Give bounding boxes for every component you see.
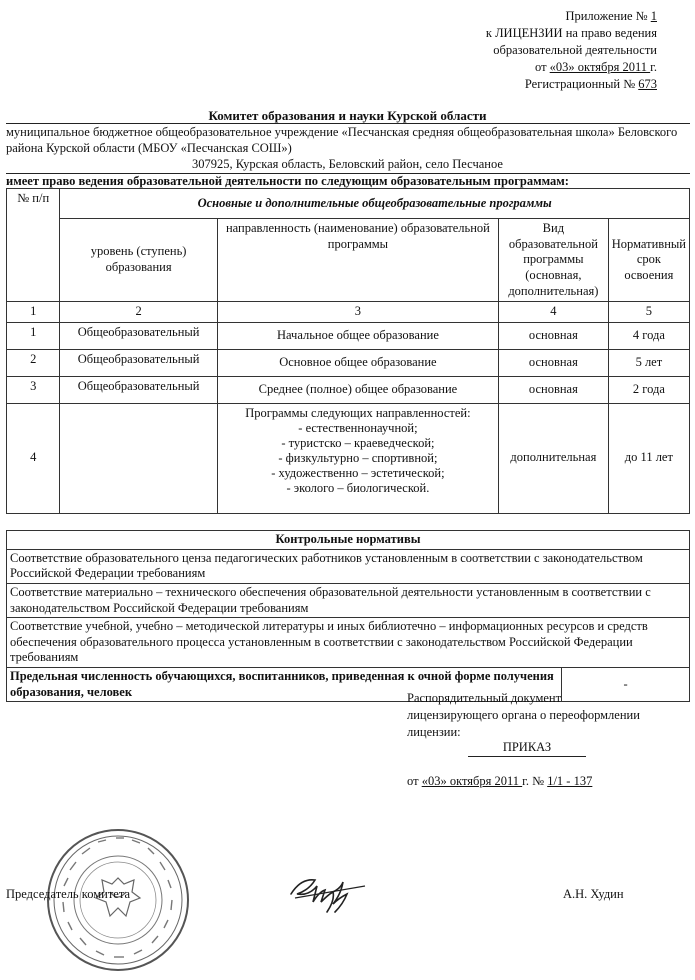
row-number: 1 xyxy=(7,322,60,349)
right-statement: имеет право ведения образовательной деятельности по следующим образовательным программам: xyxy=(6,174,569,188)
row-kind: основная xyxy=(498,349,608,376)
col-level-header: уровень (ступень) образования xyxy=(60,219,217,302)
committee-title: Комитет образования и науки Курской области xyxy=(208,108,487,123)
row-term: до 11 лет xyxy=(608,403,689,513)
programs-group-header: Основные и дополнительные общеобразовательные программы xyxy=(60,189,690,219)
max-students-label: Предельная численность обучающихся, воспитанников, приведенная к очной форме получения образования, человек xyxy=(7,668,562,702)
direction-line: - туристско – краеведческой; xyxy=(281,435,435,450)
date-prefix: от xyxy=(534,60,550,74)
row-number: 3 xyxy=(7,376,60,403)
table-row xyxy=(7,349,690,376)
row-direction: Начальное общее образование xyxy=(217,322,498,349)
row-direction: Основное общее образование xyxy=(217,349,498,376)
order-number-label: г. № xyxy=(522,774,548,788)
table-row xyxy=(7,403,690,513)
col-kind-header: Вид образовательной программы (основная, дополнительная) xyxy=(498,219,608,302)
table-row xyxy=(7,322,690,349)
index-cell: 1 xyxy=(7,302,60,323)
order-number: 1/1 - 137 xyxy=(547,774,593,788)
disposition-block xyxy=(407,690,640,741)
order-type: ПРИКАЗ xyxy=(468,740,586,757)
direction-line: - художественно – эстетической; xyxy=(271,465,445,480)
signature-icon xyxy=(285,868,380,913)
appendix-number: 1 xyxy=(650,9,657,23)
license-ref: к ЛИЦЕНЗИИ на право ведения xyxy=(485,26,657,40)
disposition-line: лицензии: xyxy=(407,725,461,739)
disposition-line: Распорядительный документ xyxy=(407,691,562,705)
control-item: Соответствие учебной, учебно – методической литературы и иных библиотечно – информационных ресурсов и средств обеспечения образовательного процесса установленным в соответствии с законодательством Российской Федерации требованиям xyxy=(7,618,690,668)
row-term: 4 года xyxy=(608,322,689,349)
row-kind: основная xyxy=(498,322,608,349)
signatory-name: А.Н. Худин xyxy=(563,887,624,901)
license-date: «03» октября 2011 xyxy=(549,60,651,74)
row-number: 2 xyxy=(7,349,60,376)
appendix-label: Приложение № xyxy=(565,9,651,23)
programs-table xyxy=(6,188,690,514)
disposition-line: лицензирующего органа о переоформлении xyxy=(407,708,640,722)
row-kind: основная xyxy=(498,376,608,403)
row-level: Общеобразовательный xyxy=(60,376,217,403)
control-item: Соответствие образовательного ценза педагогических работников установленным в соответствии с законодательством Российской Федерации требованиям xyxy=(7,549,690,583)
appendix-block xyxy=(486,8,657,93)
row-direction: Среднее (полное) общее образование xyxy=(217,376,498,403)
order-date-value: «03» октября 2011 xyxy=(421,774,523,788)
index-cell: 3 xyxy=(217,302,498,323)
control-header: Контрольные нормативы xyxy=(7,531,690,550)
row-term: 5 лет xyxy=(608,349,689,376)
direction-line: - естественнонаучной; xyxy=(298,420,418,435)
direction-line: Программы следующих направленностей: xyxy=(245,405,471,420)
control-norms-table xyxy=(6,530,690,702)
direction-line: - физкультурно – спортивной; xyxy=(278,450,438,465)
registration-label: Регистрационный № xyxy=(524,77,639,91)
date-suffix: г. xyxy=(650,60,657,74)
row-kind: дополнительная xyxy=(498,403,608,513)
order-date xyxy=(407,774,592,790)
col-term-header: Нормативный срок освоения xyxy=(608,219,689,302)
col-direction-header: направленность (наименование) образовательной программы xyxy=(217,219,498,302)
order-date-prefix: от xyxy=(407,774,422,788)
organization-name: муниципальное бюджетное общеобразовательное учреждение «Песчанская средняя общеобразовательная школа» Беловского района Курской области (МБОУ «Песчанская СОШ») xyxy=(6,125,678,155)
chairman-label: Председатель комитета xyxy=(6,887,130,901)
max-students-value: - xyxy=(562,668,690,702)
row-level xyxy=(60,403,217,513)
license-ref-2: образовательной деятельности xyxy=(493,43,657,57)
index-cell: 5 xyxy=(608,302,689,323)
row-level: Общеобразовательный xyxy=(60,349,217,376)
organization-address: 307925, Курская область, Беловский район, село Песчаное xyxy=(192,157,503,171)
registration-number: 673 xyxy=(638,77,657,91)
index-cell: 4 xyxy=(498,302,608,323)
col-number-header: № п/п xyxy=(7,189,60,302)
row-level: Общеобразовательный xyxy=(60,322,217,349)
index-cell: 2 xyxy=(60,302,217,323)
direction-line: - эколого – биологической. xyxy=(286,480,430,495)
table-row xyxy=(7,376,690,403)
control-item: Соответствие материально – технического обеспечения образовательной деятельности установленным в соответствии с законодательством Российской Федерации требованиям xyxy=(7,583,690,617)
row-number: 4 xyxy=(7,403,60,513)
row-term: 2 года xyxy=(608,376,689,403)
row-direction xyxy=(217,403,498,513)
